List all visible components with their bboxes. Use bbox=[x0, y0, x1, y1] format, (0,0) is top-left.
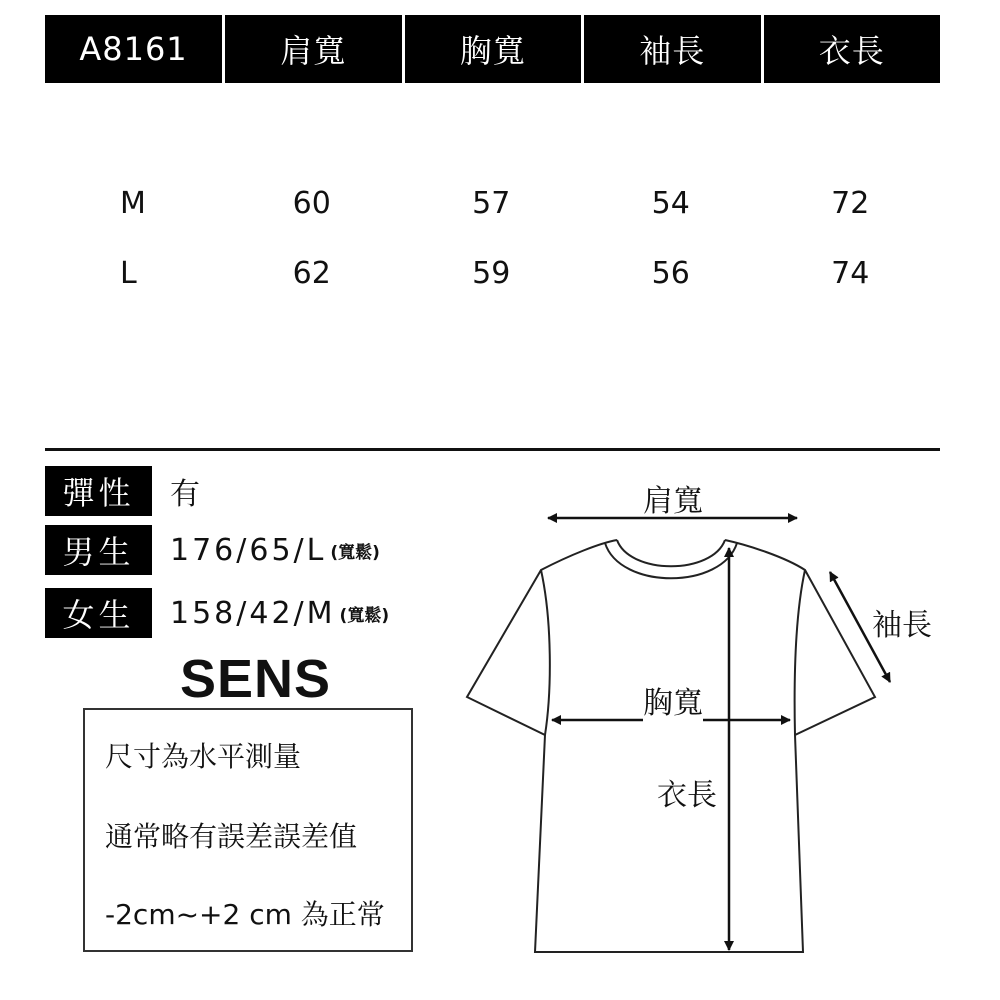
elasticity-value: 有 bbox=[170, 477, 203, 512]
note-line: 尺寸為水平測量 bbox=[105, 740, 302, 773]
elasticity-tag: 彈性 bbox=[45, 466, 152, 516]
header-model-code: A8161 bbox=[45, 15, 222, 83]
sleeve-value: 56 bbox=[651, 255, 690, 291]
header-chest-width: 胸寬 bbox=[402, 15, 582, 83]
diagram-length-label: 衣長 bbox=[657, 770, 717, 814]
male-model-value: 176/65/L bbox=[170, 532, 327, 568]
diagram-chest-label: 胸寬 bbox=[643, 678, 703, 722]
shoulder-value: 60 bbox=[292, 185, 331, 221]
tshirt-outline-icon bbox=[467, 540, 875, 952]
sleeve-value: 54 bbox=[651, 185, 690, 221]
size-label: L bbox=[120, 255, 137, 291]
female-fit-note: (寬鬆) bbox=[339, 605, 390, 626]
male-fit-note: (寬鬆) bbox=[330, 542, 380, 563]
size-label: M bbox=[120, 185, 146, 221]
female-model-tag: 女生 bbox=[45, 588, 152, 638]
diagram-shoulder-label: 肩寬 bbox=[643, 484, 703, 519]
shoulder-value: 62 bbox=[292, 255, 331, 291]
length-value: 74 bbox=[831, 255, 870, 291]
note-line: 通常略有誤差誤差值 bbox=[105, 820, 358, 853]
header-body-length: 衣長 bbox=[761, 15, 941, 83]
header-shoulder-width: 肩寬 bbox=[222, 15, 402, 83]
chest-value: 57 bbox=[472, 185, 511, 221]
male-model-tag: 男生 bbox=[45, 525, 152, 575]
female-model-value: 158/42/M bbox=[170, 595, 336, 631]
header-sleeve-length: 袖長 bbox=[581, 15, 761, 83]
length-value: 72 bbox=[831, 185, 870, 221]
brand-logo-text: SENS bbox=[180, 649, 332, 709]
note-line: -2cm~+2 cm 為正常 bbox=[105, 898, 385, 931]
diagram-sleeve-label: 袖長 bbox=[872, 608, 932, 643]
chest-value: 59 bbox=[472, 255, 511, 291]
